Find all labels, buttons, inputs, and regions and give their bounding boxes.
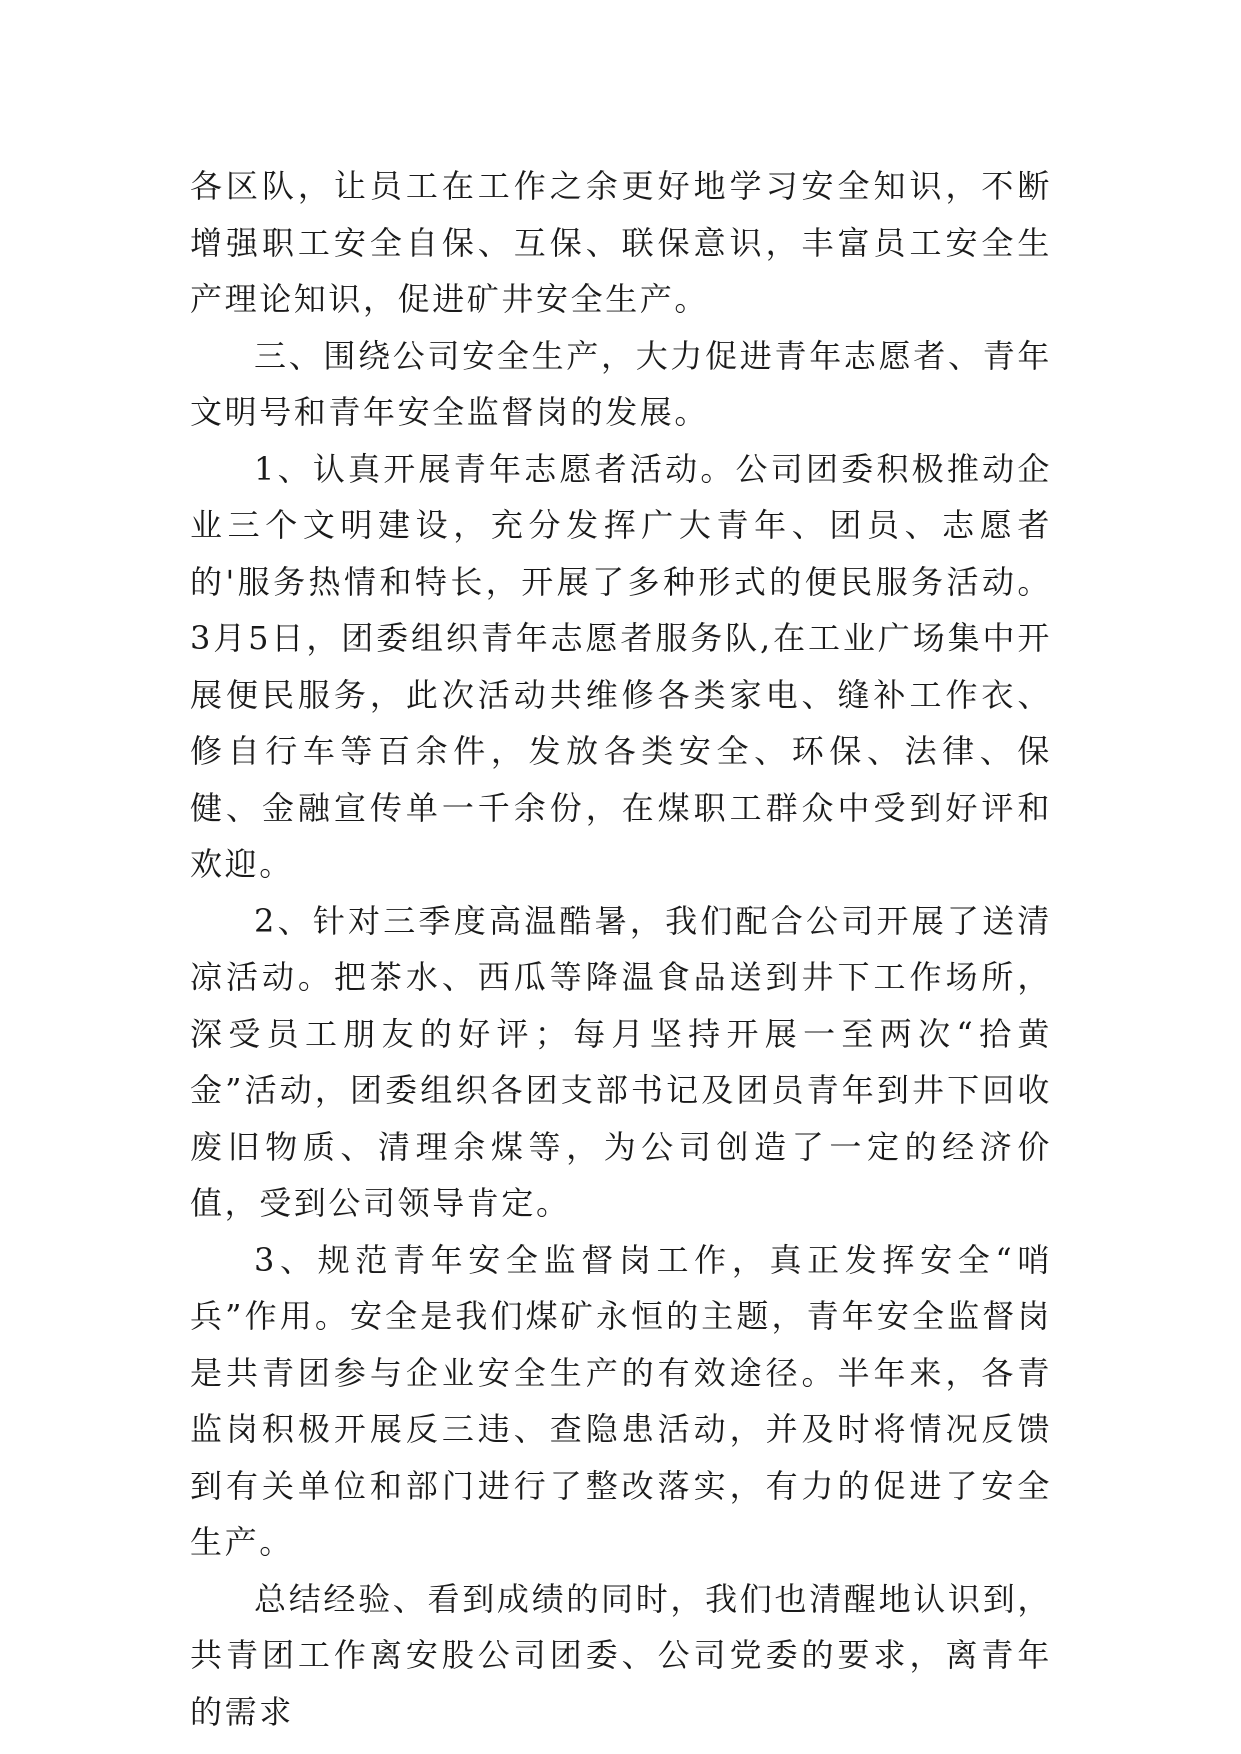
paragraph-summer-cooling: 2、针对三季度高温酷暑，我们配合公司开展了送清凉活动。把茶水、西瓜等降温食品送到井下工作场所，深受员工朋友的好评；每月坚持开展一至两次“拾黄金”活动，团委组织各团支部书记及团员青年到井下回收废旧物质、清理余煤等，为公司创造了一定的经济价值，受到公司领导肯定。 [190, 901, 1052, 1222]
paragraph-continuation: 各区队，让员工在工作之余更好地学习安全知识，不断增强职工安全自保、互保、联保意识，丰富员工安全生产理论知识，促进矿井安全生产。 [190, 167, 1052, 318]
paragraph-section-three-heading: 三、围绕公司安全生产，大力促进青年志愿者、青年文明号和青年安全监督岗的发展。 [190, 336, 1052, 431]
document-body [190, 158, 1052, 1740]
paragraph-summary: 总结经验、看到成绩的同时，我们也清醒地认识到，共青团工作离安股公司团委、公司党委的要求，离青年的需求 [190, 1579, 1052, 1731]
paragraph-volunteer-activities: 1、认真开展青年志愿者活动。公司团委积极推动企业三个文明建设，充分发挥广大青年、团员、志愿者的'服务热情和特长，开展了多种形式的便民服务活动。3月5日，团委组织青年志愿者服务队,在工业广场集中开展便民服务，此次活动共维修各类家电、缝补工作衣、修自行车等百余件，发放各类安全、环保、法律、保健、金融宣传单一千余份，在煤职工群众中受到好评和欢迎。 [190, 449, 1052, 883]
paragraph-safety-supervision: 3、规范青年安全监督岗工作，真正发挥安全“哨兵”作用。安全是我们煤矿永恒的主题，青年安全监督岗是共青团参与企业安全生产的有效途径。半年来，各青监岗积极开展反三违、查隐患活动，并及时将情况反馈到有关单位和部门进行了整改落实，有力的促进了安全生产。 [190, 1240, 1052, 1561]
